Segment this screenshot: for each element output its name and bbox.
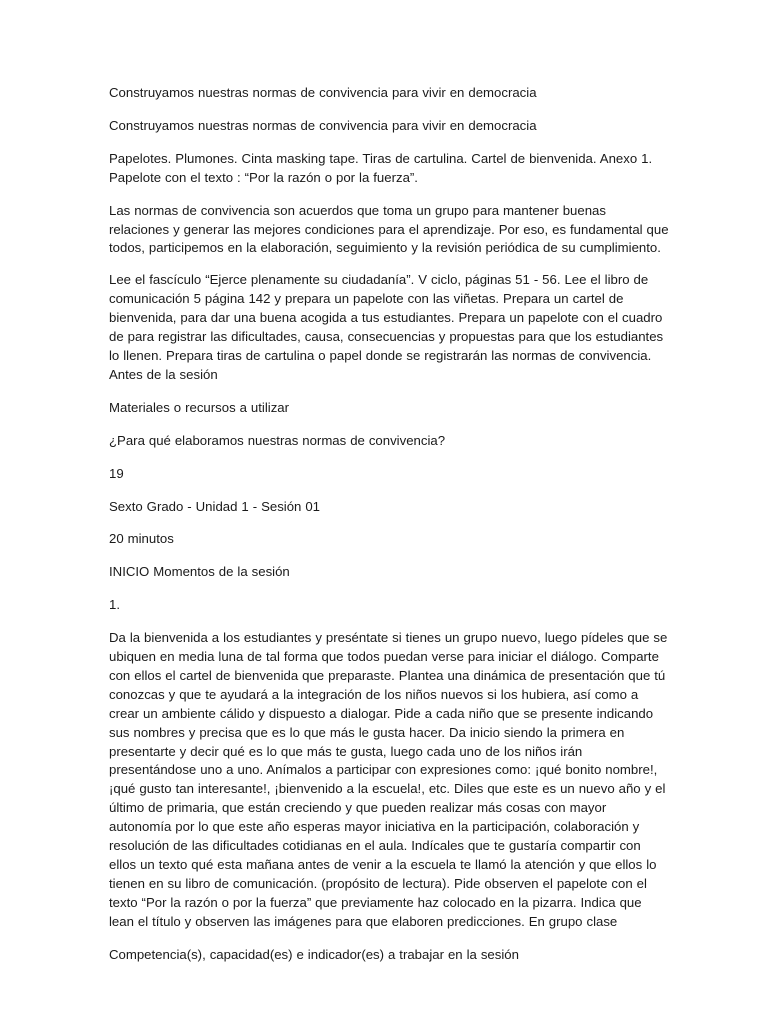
document-page (109, 84, 669, 965)
materials-paragraph: Papelotes. Plumones. Cinta masking tape. Tiras de cartulina. Cartel de bienvenida. Anexo 1. Papelote con el texto : “Por la razón o por la fuerza”. (109, 150, 653, 185)
competencies-heading: Competencia(s), capacidad(es) e indicador(es) a trabajar en la sesión (109, 946, 519, 962)
grade-unit-session: Sexto Grado - Unidad 1 - Sesión 01 (109, 498, 321, 514)
document-subtitle: Construyamos nuestras normas de convivencia para vivir en democracia (109, 117, 537, 133)
session-moment-heading: INICIO Momentos de la sesión (109, 564, 290, 580)
question-heading: ¿Para qué elaboramos nuestras normas de convivencia? (109, 432, 446, 448)
step-number: 1. (109, 597, 120, 613)
activity-paragraph: Da la bienvenida a los estudiantes y preséntate si tienes un grupo nuevo, luego pídeles que se ubiquen en media luna de tal forma que todos puedan verse para iniciar el diálogo. Comparte con ellos el cartel de bienvenida que preparaste. Plantea una dinámica de presentación que tú conozcas y que te ayudará a la integración de los niños nuevos si los hubiera, así como a crear un ambiente cálido y dispuesto a dialogar. Pide a cada niño que se presente indicando sus nombres y precisa que es lo que más le gusta hacer. Da inicio siendo la primera en presentarte y decir qué es lo que más te gusta, luego cada uno de los niños irán presentándose uno a uno. Anímalos a participar con expresiones como: ¡qué bonito nombre!, ¡qué gusto tan interesante!, ¡bienvenido a la escuela!, etc. Diles que este es un nuevo año y el último de primaria, que están creciendo y que pueden realizar más cosas con mayor autonomía por lo que este año esperas mayor iniciativa en la participación, colaboración y resolución de las dificultades cotidianas en el aula. Indícales que te gustaría compartir con ellos un texto qué esta mañana antes de venir a la escuela te llamó la atención y que ellos lo tienen en su libro de comunicación. (propósito de lectura). Pide observen el papelote con el texto “Por la razón o por la fuerza” que previamente haz colocado en la pizarra. Indica que lean el título y observen las imágenes para que elaboren predicciones. En grupo clase (109, 630, 668, 929)
document-title: Construyamos nuestras normas de convivencia para vivir en democracia (109, 85, 537, 100)
intro-paragraph: Las normas de convivencia son acuerdos que toma un grupo para mantener buenas relaciones y generar las mejores condiciones para el aprendizaje. Por eso, es fundamental que todos, participemos en la elaboración, seguimiento y la revisión periódica de su cumplimiento. (109, 202, 669, 256)
preparation-paragraph: Lee el fascículo “Ejerce plenamente su ciudadanía”. V ciclo, páginas 51 - 56. Lee el libro de comunicación 5 página 142 y prepara un papelote con las viñetas. Prepara un cartel de bienvenida, para dar una buena acogida a tus estudiantes. Prepara un papelote con el cuadro de para registrar las dificultades, causa, consecuencias y propuestas para que los estudiantes lo llenen. Prepara tiras de cartulina o papel donde se registrarán las normas de convivencia. Antes de la sesión (109, 272, 664, 382)
duration: 20 minutos (109, 531, 174, 547)
materials-heading: Materiales o recursos a utilizar (109, 399, 290, 415)
page-number: 19 (109, 465, 124, 481)
